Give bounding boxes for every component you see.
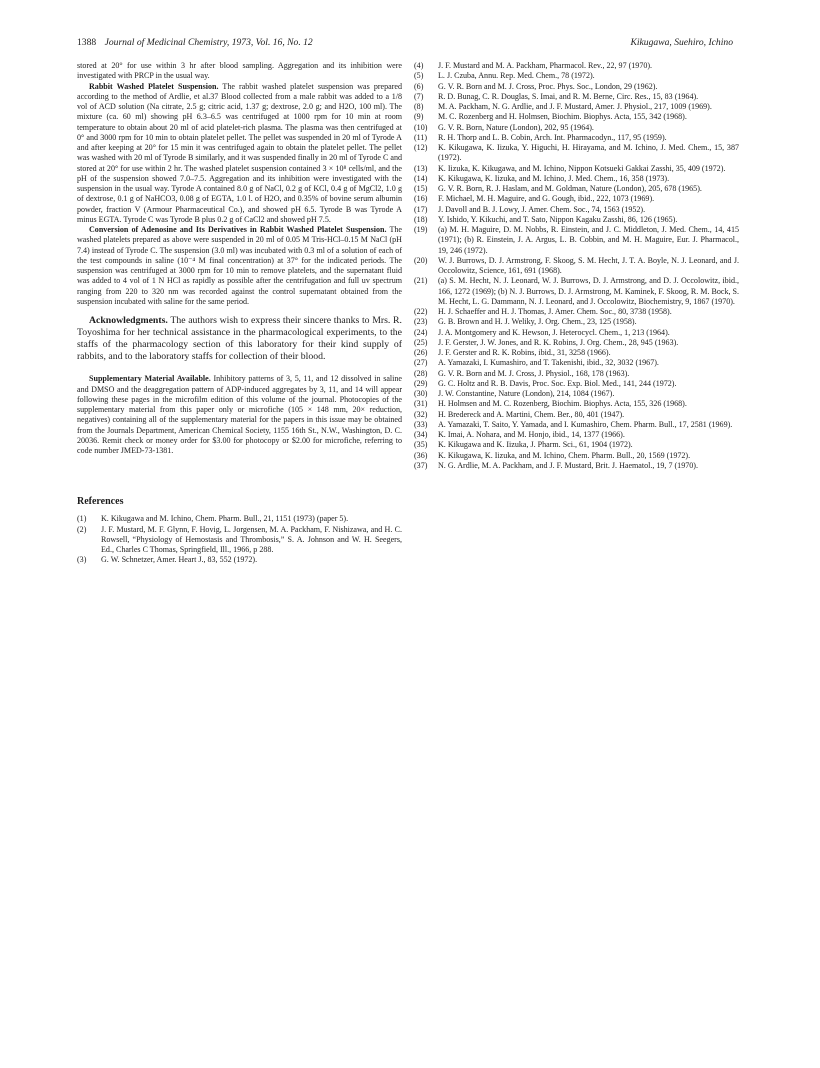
reference-number: (29) xyxy=(414,378,428,388)
rabbit-section-heading: Rabbit Washed Platelet Suspension. xyxy=(89,81,219,91)
reference-item xyxy=(77,514,402,524)
reference-item xyxy=(414,410,739,420)
reference-item xyxy=(414,440,739,450)
reference-text: J. A. Montgomery and K. Hewson, J. Heterocycl. Chem., 1, 213 (1964). xyxy=(438,327,670,337)
reference-number: (25) xyxy=(414,337,428,347)
reference-text: K. Kikugawa and M. Ichino, Chem. Pharm. Bull., 21, 1151 (1973) (paper 5). xyxy=(101,514,349,524)
references-heading: References xyxy=(77,496,124,508)
reference-item xyxy=(414,112,739,122)
reference-number: (31) xyxy=(414,399,428,409)
reference-text: W. J. Burrows, D. J. Armstrong, F. Skoog, S. M. Hecht, J. T. A. Boyle, N. J. Leonard, and J. Occolowitz, Science, 161, 691 (1968). xyxy=(438,255,739,275)
reference-number: (17) xyxy=(414,204,428,214)
reference-number: (33) xyxy=(414,419,428,429)
reference-item xyxy=(414,451,739,461)
reference-item xyxy=(414,205,739,215)
reference-number: (9) xyxy=(414,112,424,122)
reference-number: (19) xyxy=(414,225,428,234)
reference-number: (24) xyxy=(414,327,428,337)
supplementary-material xyxy=(77,374,402,456)
reference-text: K. Kikugawa, K. Iizuka, Y. Higuchi, H. Hirayama, and M. Ichino, J. Med. Chem., 15, 387 (1972). xyxy=(438,143,739,163)
reference-text: K. Kikugawa and K. Iizuka, J. Pharm. Sci., 61, 1904 (1972). xyxy=(438,440,633,450)
reference-item xyxy=(414,430,739,440)
reference-text: G. V. R. Born, Nature (London), 202, 95 (1964). xyxy=(438,122,594,132)
reference-text: G. V. R. Born and M. J. Cross, Proc. Phys. Soc., London, 29 (1962). xyxy=(438,81,658,91)
reference-number: (8) xyxy=(414,102,424,111)
reference-number: (4) xyxy=(414,61,424,70)
reference-item xyxy=(414,123,739,133)
reference-text: (a) M. H. Maguire, D. M. Nobbs, R. Einstein, and J. C. Middleton, J. Med. Chem., 14, 415 (1971); (b) R. Einstein, J. A. Argus, L. B. Cobbin, and M. H. Maguire, Eur. J. Pharmacol., 19, 246 (1972). xyxy=(438,225,739,255)
reference-text: K. Iizuka, K. Kikugawa, and M. Ichino, Nippon Kotsueki Gakkai Zasshi, 35, 409 (1972). xyxy=(438,163,726,173)
reference-number: (22) xyxy=(414,307,428,316)
reference-number: (20) xyxy=(414,255,428,265)
reference-number: (21) xyxy=(414,276,428,286)
reference-text: A. Yamazaki, I. Kumashiro, and T. Takenishi, ibid., 32, 3032 (1967). xyxy=(438,358,659,368)
reference-text: H. Bredereck and A. Martini, Chem. Ber., 80, 401 (1947). xyxy=(438,409,625,419)
reference-item xyxy=(414,194,739,204)
reference-item xyxy=(414,215,739,225)
reference-text: J. F. Mustard and M. A. Packham, Pharmacol. Rev., 22, 97 (1970). xyxy=(438,61,653,70)
reference-text: K. Imai, A. Nohara, and M. Honjo, ibid., 14, 1377 (1966). xyxy=(438,430,625,439)
acknowledgments-heading: Acknowledgments. xyxy=(89,315,168,326)
left-column xyxy=(77,61,402,566)
right-column xyxy=(414,61,739,471)
reference-number: (26) xyxy=(414,348,428,357)
reference-text: G. B. Brown and H. J. Weliky, J. Org. Chem., 23, 125 (1958). xyxy=(438,317,637,327)
reference-item xyxy=(414,276,739,307)
reference-item xyxy=(414,420,739,430)
supplementary-text: Inhibitory patterns of 3, 5, 11, and 12 dissolved in saline and DMSO and the deaggregation pattern of ADP-induced aggregates by 3, 11, and 14 will appear following these pages in the microfilm edition of this volume of the journal. Photocopies of the supplementary material from this paper only or microfiche (105 × 148 mm, 20× reduction, negatives) containing all of the supplementary material for the papers in this issue may be obtained from the Journals Department, American Chemical Society, 1155 16th St., N.W., Washington, D. C. 20036. Remit check or money order for $3.00 for photocopy or $2.00 for microfiche, referring to code number JMED-73-1381. xyxy=(77,374,403,456)
reference-item xyxy=(414,133,739,143)
acknowledgments-text: The authors wish to express their sincere thanks to Mrs. R. Toyoshima for her technical assistance in the pharmacological experiments, to the staffs of the pharmacology section of this laboratory for their kind supply of rabbits, and to the laboratory staffs for collection of their blood. xyxy=(77,315,402,363)
reference-text: K. Kikugawa, K. Iizuka, and M. Ichino, Chem. Pharm. Bull., 20, 1569 (1972). xyxy=(438,450,691,460)
reference-number: (5) xyxy=(414,71,424,81)
reference-item xyxy=(414,184,739,194)
reference-number: (28) xyxy=(414,368,428,378)
reference-text: K. Kikugawa, K. Iizuka, and M. Ichino, J. Med. Chem., 16, 358 (1973). xyxy=(438,173,670,183)
reference-text: G. C. Holtz and R. B. Davis, Proc. Soc. Exp. Biol. Med., 141, 244 (1972). xyxy=(438,378,677,388)
reference-number: (23) xyxy=(414,317,428,327)
reference-text: R. H. Thorp and L. B. Cobin, Arch. Int. Pharmacodyn., 117, 95 (1959). xyxy=(438,132,667,142)
reference-item xyxy=(414,71,739,81)
conversion-section xyxy=(77,225,402,307)
reference-text: G. V. R. Born and M. J. Cross, J. Physiol., 168, 178 (1963). xyxy=(438,368,630,378)
reference-number: (36) xyxy=(414,450,428,460)
reference-number: (7) xyxy=(414,91,424,101)
reference-text: J. F. Mustard, M. F. Glynn, F. Hovig, L. Jorgensen, M. A. Packham, F. Nishizawa, and H. C. Rowsell, “Physiology of Hemostasis and Thrombosis,” S. A. Johnson and W. H. Seegers, Ed., Charles C Thomas, Springfield, Ill., 1966, p 288. xyxy=(101,524,402,555)
reference-number: (3) xyxy=(77,555,87,565)
reference-item xyxy=(414,102,739,112)
reference-text: F. Michael, M. H. Maguire, and G. Gough, ibid., 222, 1073 (1969). xyxy=(438,194,655,204)
reference-number: (15) xyxy=(414,184,428,193)
reference-item xyxy=(414,328,739,338)
page-number: 1388 xyxy=(77,37,97,48)
reference-number: (16) xyxy=(414,194,428,204)
reference-number: (14) xyxy=(414,173,428,183)
reference-number: (32) xyxy=(414,409,428,419)
reference-number: (1) xyxy=(77,514,87,524)
reference-item xyxy=(414,225,739,256)
reference-item xyxy=(414,399,739,409)
reference-item xyxy=(414,92,739,102)
reference-item xyxy=(414,61,739,71)
reference-item xyxy=(414,461,739,471)
reference-number: (12) xyxy=(414,143,428,152)
reference-item xyxy=(414,348,739,358)
reference-text: H. Holmsen and M. C. Rozenberg, Biochim. Biophys. Acta, 155, 326 (1968). xyxy=(438,399,687,409)
acknowledgments xyxy=(77,315,402,363)
reference-number: (2) xyxy=(77,524,87,534)
reference-item xyxy=(414,256,739,277)
reference-number: (27) xyxy=(414,358,428,368)
references-list-right xyxy=(414,61,739,471)
reference-number: (10) xyxy=(414,122,428,132)
supplementary-heading: Supplementary Material Available. xyxy=(89,374,211,384)
conversion-section-heading: Conversion of Adenosine and Its Derivatives in Rabbit Washed Platelet Suspension. xyxy=(89,225,387,234)
reference-text: L. J. Czuba, Annu. Rep. Med. Chem., 78 (1972). xyxy=(438,71,595,81)
reference-text: J. F. Gerster, J. W. Jones, and R. K. Robins, J. Org. Chem., 28, 945 (1963). xyxy=(438,337,679,347)
reference-item xyxy=(414,358,739,368)
reference-number: (35) xyxy=(414,440,428,450)
rabbit-section-text: The rabbit washed platelet suspension was prepared according to the method of Ardlie, et al.37 Blood collected from a male rabbit was added to a 1/8 vol of ACD solution (Na citrate, 2.5 g; citric acid, 1.37 g; dextrose, 2.0 g; and H2O, 100 ml). The mixture (ca. 60 ml) showing pH 6.3–6.5 was centrifuged at 1000 rpm for 10 min at room temperature to obtain about 20 ml of acid platelet-rich plasma. The plasma was then centrifuged at 0° and 3000 rpm for 10 min to obtain platelet pellet. The pellet was suspended in 20 ml of Tyrode A and after keeping at 20° for 15 min it was centrifuged again to obtain the platelet pellet. The pellet was washed with 20 ml of Tyrode B similarly, and it was suspended finally in 20 ml of Tyrode C and stored at 20° for use within 2 hr. The washed platelet suspension contained 3 × 10⁸ cells/ml, and the pH of the suspension showed 7.0–7.5. Aggregation and its inhibition were investigated with the suspension in the usual way. Tyrode A contained 8.0 g of NaCl, 0.2 g of KCl, 0.4 g of MgCl2, 1.0 g of dextrose, 0.1 g of NaHCO3, 0.08 g of EGTA, 1.0 l. of H2O, and 0.35% of bovine serum albumin powder, fraction V (Armour Pharmaceutical Co.), and showed pH 6.5. Tyrode B was Tyrode A minus EGTA. Tyrode C was Tyrode B plus 0.2 g of CaCl2 and showed pH 7.5. xyxy=(77,81,402,224)
reference-item xyxy=(414,389,739,399)
reference-text: N. G. Ardlie, M. A. Packham, and J. F. Mustard, Brit. J. Haematol., 19, 7 (1970). xyxy=(438,460,698,470)
reference-text: J. Davoll and B. J. Lowy, J. Amer. Chem. Soc., 74, 1563 (1952). xyxy=(438,204,646,214)
reference-number: (11) xyxy=(414,132,428,142)
journal-citation: Journal of Medicinal Chemistry, 1973, Vol. 16, No. 12 xyxy=(104,37,313,48)
reference-item xyxy=(414,82,739,92)
reference-text: G. W. Schnetzer, Amer. Heart J., 83, 552 (1972). xyxy=(101,555,258,565)
reference-number: (37) xyxy=(414,460,428,470)
reference-text: H. J. Schaeffer and H. J. Thomas, J. Amer. Chem. Soc., 80, 3738 (1958). xyxy=(438,307,672,316)
reference-item xyxy=(414,369,739,379)
reference-number: (6) xyxy=(414,81,424,91)
reference-text: M. C. Rozenberg and H. Holmsen, Biochim. Biophys. Acta, 155, 342 (1968). xyxy=(438,112,687,122)
running-head-authors: Kikugawa, Suehiro, Ichino xyxy=(630,37,733,48)
rabbit-section xyxy=(77,82,402,226)
reference-text: J. F. Gerster and R. K. Robins, ibid., 31, 3258 (1966). xyxy=(438,348,611,357)
reference-text: M. A. Packham, N. G. Ardlie, and J. F. Mustard, Amer. J. Physiol., 217, 1009 (1969). xyxy=(438,102,712,111)
references-list-left xyxy=(77,514,402,565)
reference-number: (34) xyxy=(414,430,428,439)
reference-text: G. V. R. Born, R. J. Haslam, and M. Goldman, Nature (London), 205, 678 (1965). xyxy=(438,184,702,193)
reference-item xyxy=(77,525,402,556)
reference-number: (18) xyxy=(414,214,428,224)
reference-text: Y. Ishido, Y. Kikuchi, and T. Sato, Nippon Kagaku Zasshi, 86, 126 (1965). xyxy=(438,214,678,224)
reference-number: (13) xyxy=(414,163,428,173)
intro-paragraph: stored at 20° for use within 3 hr after blood sampling. Aggregation and its inhibition were investigated with PRCP in the usual way. xyxy=(77,61,402,81)
reference-number: (30) xyxy=(414,389,428,398)
reference-item xyxy=(414,174,739,184)
reference-item xyxy=(414,379,739,389)
reference-text: R. D. Bunag, C. R. Douglas, S. Imai, and R. M. Berne, Circ. Res., 15, 83 (1964). xyxy=(438,91,699,101)
running-head-left xyxy=(77,36,313,50)
reference-text: J. W. Constantine, Nature (London), 214, 1084 (1967). xyxy=(438,389,615,398)
reference-item xyxy=(414,338,739,348)
reference-item xyxy=(414,307,739,317)
reference-item xyxy=(77,555,402,565)
reference-item xyxy=(414,143,739,164)
running-head xyxy=(77,36,733,50)
reference-item xyxy=(414,164,739,174)
reference-item xyxy=(414,317,739,327)
reference-text: (a) S. M. Hecht, N. J. Leonard, W. J. Burrows, D. J. Armstrong, and D. J. Occolowitz, ibid., 166, 1272 (1969); (b) N. J. Burrows, D. J. Armstrong, M. Kaminek, F. Skoog, R. M. Bock, S. M. Hecht, L. G. Dammann, N. J. Leonard, and J. Occolowitz, Biochemistry, 9, 1867 (1970). xyxy=(438,276,739,306)
conversion-section-text: The washed platelets prepared as above were suspended in 20 ml of 0.05 M Tris-HCl–0.15 M NaCl (pH 7.4) instead of Tyrode C. The suspension (3.0 ml) was incubated with 0.3 ml of a solution of each of the test compounds in saline (10⁻⁴ M final concentration) at 37° for the indicated periods. The suspension was centrifuged at 3000 rpm for 10 min to remove platelets, and the supernatant fluid was added to 4 vol of 1 N HCl as rapidly as possible after the centrifugation and full uv spectrum ranging from 220 to 320 nm was recorded against the control supernatant obtained from the suspension incubated with saline for the same period. xyxy=(77,225,402,306)
reference-text: A. Yamazaki, T. Saito, Y. Yamada, and I. Kumashiro, Chem. Pharm. Bull., 17, 2581 (1969). xyxy=(438,419,733,429)
